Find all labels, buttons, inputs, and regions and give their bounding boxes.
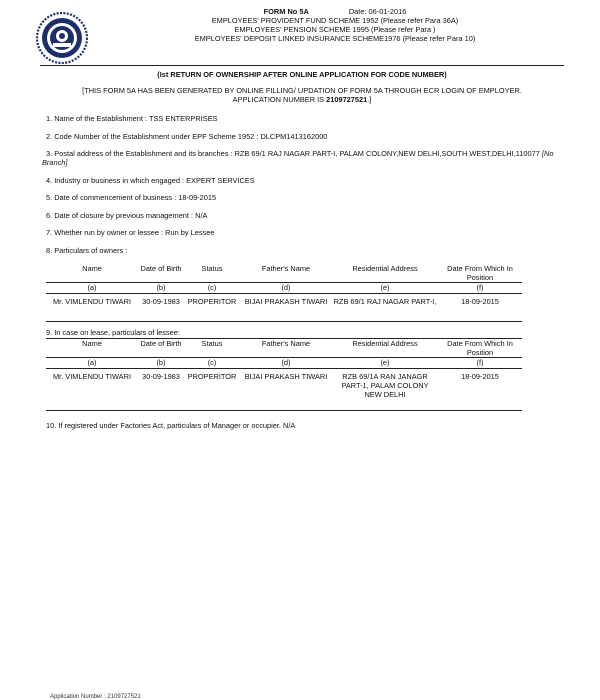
generation-note bbox=[40, 86, 564, 104]
owners-label: 8. Particulars of owners : bbox=[46, 246, 128, 255]
lessee-name: Mr. VIMLENDU TIWARI bbox=[52, 372, 131, 381]
epfo-logo bbox=[36, 12, 88, 64]
col-date-from: Date From Which In Position bbox=[447, 264, 513, 282]
col-name: Name bbox=[82, 339, 102, 348]
establishment-code: 2. Code Number of the Establishment under EPF Scheme 1952 : DLCPM1413162000 bbox=[46, 132, 328, 141]
table-row bbox=[46, 294, 522, 307]
postal-address: 3. Postal address of the Establishment and its branches : RZB 69/1 RAJ NAGAR PART-I, PALAM COLONY,NEW DELHI,SOUTH WEST,DELHI,110077 [No Branch] bbox=[42, 149, 554, 167]
establishment-name: 1. Name of the Establishment : TSS ENTERPRISES bbox=[46, 114, 218, 123]
lessee-table bbox=[46, 338, 522, 399]
application-number: 2109727521 bbox=[326, 95, 368, 104]
commencement-date: 5. Date of commencement of business : 18-09-2015 bbox=[46, 193, 217, 202]
scheme-line-2: EMPLOYEES' PENSION SCHEME 1995 (Please refer Para ) bbox=[234, 25, 436, 34]
lessee-father: BIJAI PRAKASH TIWARI bbox=[244, 372, 328, 381]
lessee-label: 9. In case on lease, particulars of lessee: bbox=[46, 328, 180, 337]
lessee-letter-row: (a) (b) (c) (d) (e) (f) bbox=[46, 358, 522, 369]
table-row bbox=[46, 369, 522, 400]
col-date-from: Date From Which In Position bbox=[447, 339, 513, 357]
return-heading: (Ist RETURN OF OWNERSHIP AFTER ONLINE APPLICATION FOR CODE NUMBER) bbox=[157, 70, 447, 79]
lessee-date-from: 18-09-2015 bbox=[461, 372, 499, 381]
col-address: Residential Address bbox=[352, 339, 418, 348]
application-number-footer: Application Number : 2109727521 bbox=[50, 694, 141, 700]
closure-date: 6. Date of closure by previous management : N/A bbox=[46, 211, 208, 220]
col-dob: Date of Birth bbox=[140, 264, 182, 273]
note-line-1: [THIS FORM 5A HAS BEEN GENERATED BY ONLINE FILLING/ UPDATION OF FORM 5A THROUGH ECR LOGIN OF EMPLOYER. bbox=[82, 86, 522, 95]
note-line-2: APPLICATION NUMBER IS 2109727521.] bbox=[232, 95, 372, 104]
lessee-dob: 30-09-1983 bbox=[142, 372, 180, 381]
col-name: Name bbox=[82, 264, 102, 273]
lessee-address: RZB 69/1A RAN JANAGR PART-1, PALAM COLONY NEW DELHI bbox=[341, 372, 429, 399]
owner-status: PROPERITOR bbox=[187, 297, 237, 306]
owners-header-row bbox=[46, 264, 522, 283]
owner-father: BIJAI PRAKASH TIWARI bbox=[244, 297, 328, 306]
branch-tag: [No Branch] bbox=[42, 149, 554, 167]
factories-act: 10. If registered under Factories Act, particulars of Manager or occupier. N/A bbox=[46, 421, 296, 430]
col-father: Father's Name bbox=[261, 264, 311, 273]
col-status: Status bbox=[201, 339, 223, 348]
lessee-status: PROPERITOR bbox=[187, 372, 237, 381]
scheme-line-3: EMPLOYEES' DEPOSIT LINKED INSURANCE SCHEME1976 (Please refer Para 10) bbox=[194, 34, 476, 43]
owner-address: RZB 69/1 RAJ NAGAR PART-I, bbox=[333, 297, 437, 306]
owners-table-bottom bbox=[46, 321, 522, 322]
owners-letter-row: (a) (b) (c) (d) (e) (f) bbox=[46, 283, 522, 294]
col-address: Residential Address bbox=[352, 264, 418, 273]
header-divider bbox=[40, 65, 564, 66]
lessee-header-row bbox=[46, 339, 522, 358]
industry: 4. Industry or business in which engaged : EXPERT SERVICES bbox=[46, 176, 255, 185]
owner-name: Mr. VIMLENDU TIWARI bbox=[52, 297, 131, 306]
run-by: 7. Whether run by owner or lessee : Run by Lessee bbox=[46, 228, 215, 237]
owner-date-from: 18-09-2015 bbox=[461, 297, 499, 306]
owners-table bbox=[46, 264, 522, 306]
col-father: Father's Name bbox=[261, 339, 311, 348]
form-number: FORM No 5A bbox=[263, 7, 309, 16]
scheme-line-1: EMPLOYEES' PROVIDENT FUND SCHEME 1952 (Please refer Para 36A) bbox=[211, 16, 459, 25]
col-status: Status bbox=[201, 264, 223, 273]
form-date: Date: 06-01-2016 bbox=[348, 7, 407, 16]
col-dob: Date of Birth bbox=[140, 339, 182, 348]
lessee-table-bottom bbox=[46, 410, 522, 411]
owner-dob: 30-09-1983 bbox=[142, 297, 180, 306]
